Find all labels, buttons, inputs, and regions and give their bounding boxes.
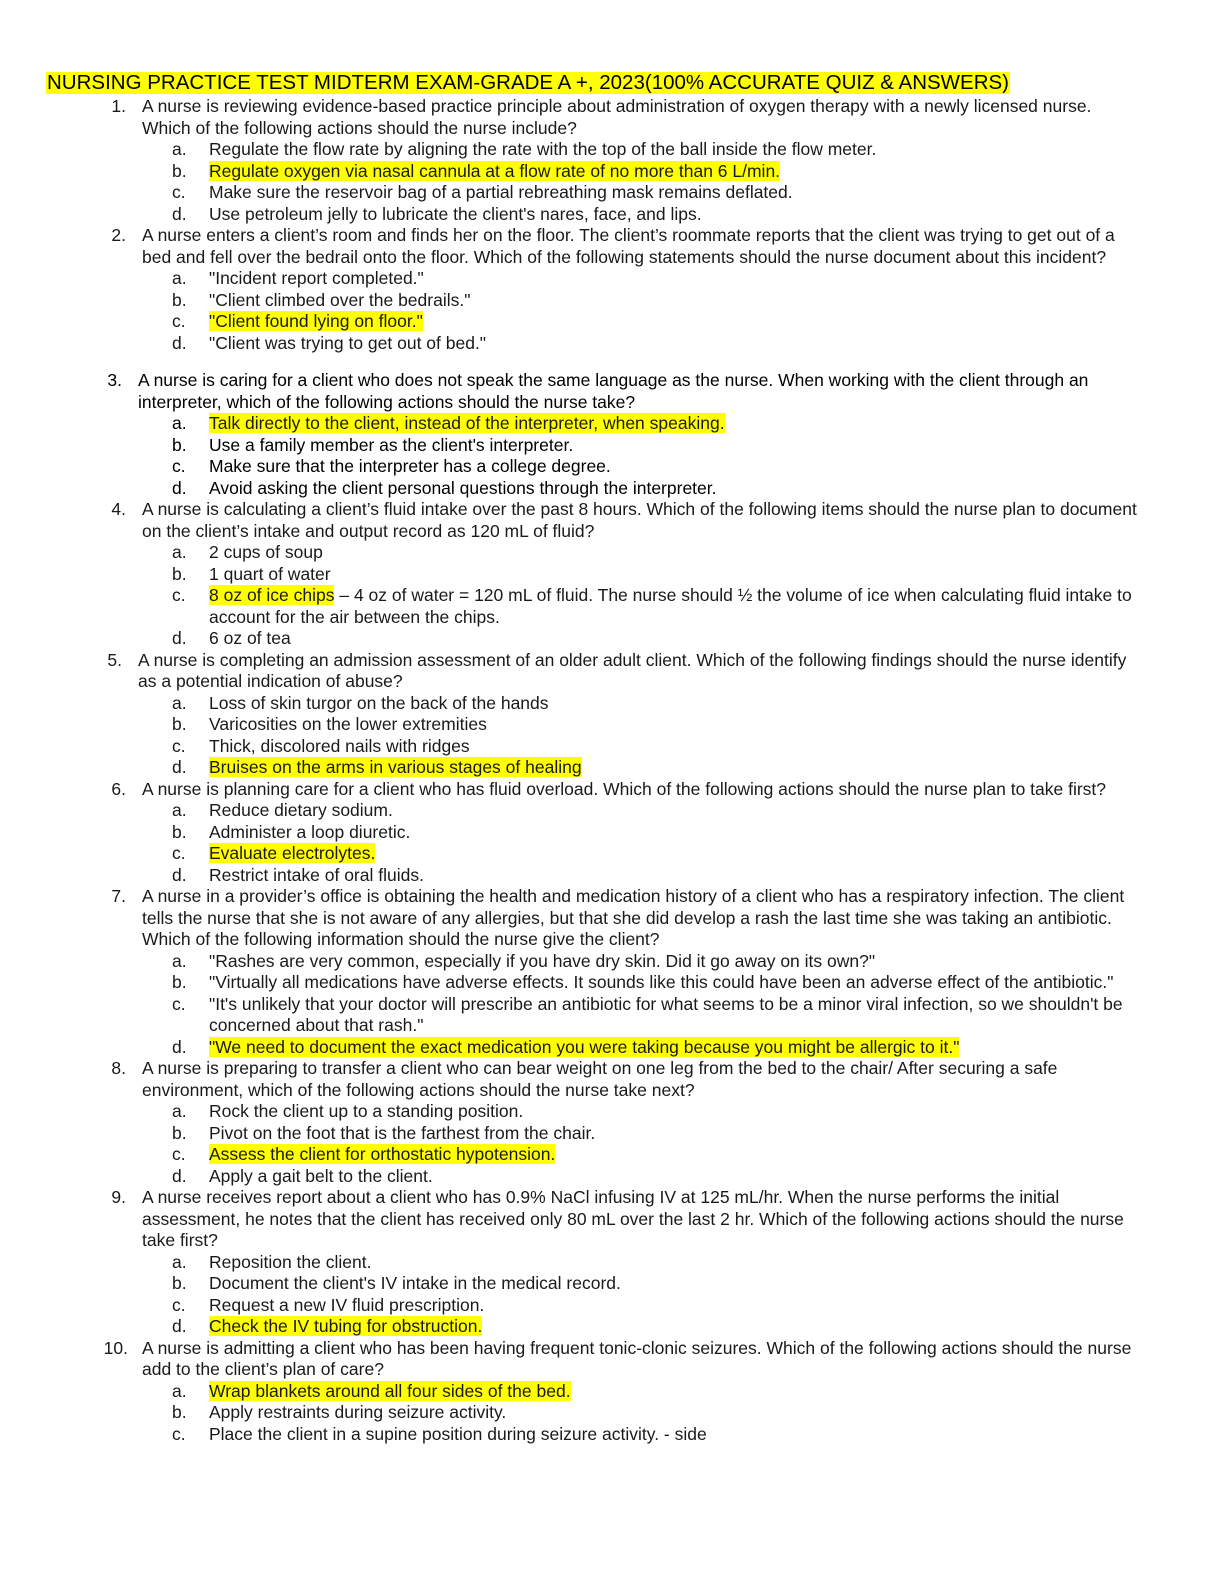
question-text: A nurse is calculating a client’s fluid intake over the past 8 hours. Which of the following items should the nurse plan to document on the client’s intake and output record as 120 mL of fluid? [142, 499, 1137, 541]
question-2 [0, 225, 1224, 354]
option-letter: d. [172, 1316, 187, 1336]
question-text: A nurse is preparing to transfer a client who can bear weight on one leg from the bed to the chair/ After securing a safe environment, which of the following actions should the nurse take next? [142, 1058, 1058, 1100]
answer-option [142, 951, 1140, 973]
answer-option [142, 564, 1140, 586]
answer-option [142, 1144, 1140, 1166]
answer-option [142, 757, 1140, 779]
answer-option [142, 456, 1140, 478]
answer-option [142, 161, 1140, 183]
question-text: A nurse is caring for a client who does not speak the same language as the nurse. When working with the client through an interpreter, which of the following actions should the nurse take? [138, 370, 1089, 412]
answer-option [142, 736, 1140, 758]
option-text: Rock the client up to a standing position. [209, 1101, 524, 1121]
highlighted-answer: Evaluate electrolytes. [209, 843, 376, 863]
answer-option [142, 994, 1140, 1037]
option-letter: b. [172, 563, 187, 584]
option-letter: c. [172, 1294, 186, 1315]
option-letter: d. [172, 1165, 187, 1186]
option-text: Apply restraints during seizure activity. [209, 1402, 507, 1422]
answer-option [142, 1037, 1140, 1059]
option-text: Varicosities on the lower extremities [209, 714, 487, 734]
option-text: Pivot on the foot that is the farthest from the chair. [209, 1122, 596, 1143]
option-text: "Client climbed over the bedrails." [209, 289, 471, 310]
option-letter: c. [172, 1144, 186, 1164]
option-text: Request a new IV fluid prescription. [209, 1294, 485, 1315]
answer-option [142, 1316, 1140, 1338]
option-text: Administer a loop diuretic. [209, 821, 411, 842]
answer-option [142, 413, 1140, 435]
highlighted-answer: 8 oz of ice chips [209, 585, 335, 605]
option-letter: b. [172, 434, 187, 455]
option-letter: b. [172, 160, 187, 181]
answer-option [142, 843, 1140, 865]
answer-option [142, 1252, 1140, 1274]
answer-options [142, 542, 1140, 650]
option-text: – 4 oz of water = 120 mL of fluid. The nurse should ½ the volume of ice when calculating fluid intake to account for the air between the chips. [209, 585, 1132, 627]
question-number: 6. [111, 778, 126, 799]
option-text: Document the client's IV intake in the medical record. [209, 1273, 621, 1293]
option-letter: a. [172, 268, 187, 288]
option-text: 1 quart of water [209, 563, 331, 584]
answer-option [142, 204, 1140, 226]
option-letter: c. [172, 182, 186, 202]
question-number: 7. [111, 886, 126, 906]
answer-options [142, 413, 1140, 499]
answer-option [142, 333, 1140, 355]
answer-options [142, 800, 1140, 886]
option-letter: c. [172, 311, 186, 331]
question-text: A nurse is completing an admission assessment of an older adult client. Which of the following findings should the nurse identify as a potential indication of abuse? [138, 649, 1127, 691]
answer-option [142, 628, 1140, 650]
option-letter: c. [172, 1423, 186, 1444]
option-letter: b. [172, 289, 187, 310]
answer-option [142, 822, 1140, 844]
answer-option [142, 1166, 1140, 1188]
question-number: 8. [111, 1058, 126, 1078]
question-number: 4. [111, 499, 126, 519]
answer-options [142, 1101, 1140, 1187]
document-title: NURSING PRACTICE TEST MIDTERM EXAM-GRADE A +, 2023(100% ACCURATE QUIZ & ANSWERS) [47, 71, 1009, 94]
option-letter: a. [172, 800, 187, 820]
answer-option [142, 1424, 1140, 1446]
answer-option [142, 865, 1140, 887]
answer-option [142, 290, 1140, 312]
option-letter: d. [172, 332, 187, 353]
question-10 [0, 1338, 1224, 1446]
option-letter: a. [172, 692, 187, 713]
option-letter: c. [172, 993, 186, 1014]
option-letter: b. [172, 1402, 187, 1422]
answer-option [142, 139, 1140, 161]
answer-option [142, 1273, 1140, 1295]
question-9 [0, 1187, 1224, 1338]
option-text: Make sure that the interpreter has a college degree. [209, 456, 611, 476]
answer-options [142, 268, 1140, 354]
question-number: 10. [103, 1337, 128, 1358]
option-letter: a. [172, 1101, 187, 1121]
option-letter: a. [172, 1380, 187, 1401]
option-letter: d. [172, 757, 187, 777]
option-text: Thick, discolored nails with ridges [209, 735, 470, 756]
option-letter: c. [172, 735, 186, 756]
option-letter: d. [172, 864, 187, 885]
option-letter: c. [172, 843, 186, 863]
answer-option [142, 435, 1140, 457]
answer-option [142, 1295, 1140, 1317]
answer-option [142, 800, 1140, 822]
option-letter: d. [172, 1036, 187, 1057]
option-text: Use a family member as the client's interpreter. [209, 434, 574, 455]
answer-option [142, 972, 1140, 994]
option-text: Avoid asking the client personal questions through the interpreter. [209, 477, 717, 498]
answer-option [142, 182, 1140, 204]
option-text: 2 cups of soup [209, 542, 323, 562]
question-text: A nurse is admitting a client who has been having frequent tonic-clonic seizures. Which of the following actions should the nurse add to the client’s plan of care? [142, 1337, 1132, 1379]
question-4 [0, 499, 1224, 650]
option-text: Loss of skin turgor on the back of the hands [209, 692, 549, 713]
question-number: 1. [111, 96, 126, 116]
option-text: Regulate the flow rate by aligning the rate with the top of the ball inside the flow meter. [209, 139, 877, 159]
option-letter: a. [172, 1251, 187, 1272]
highlighted-answer: Bruises on the arms in various stages of healing [209, 757, 582, 777]
option-letter: b. [172, 1122, 187, 1143]
answer-options [142, 951, 1140, 1059]
question-number: 2. [111, 225, 126, 245]
option-text: Restrict intake of oral fluids. [209, 864, 424, 885]
answer-options [142, 693, 1140, 779]
option-text: Use petroleum jelly to lubricate the client's nares, face, and lips. [209, 203, 702, 224]
option-letter: d. [172, 203, 187, 224]
answer-option [142, 714, 1140, 736]
highlighted-answer: Assess the client for orthostatic hypotension. [209, 1144, 556, 1164]
answer-option [142, 693, 1140, 715]
answer-options [142, 139, 1140, 225]
option-letter: c. [172, 456, 186, 476]
option-letter: d. [172, 477, 187, 498]
option-letter: b. [172, 972, 187, 992]
answer-options [142, 1381, 1140, 1446]
answer-option [142, 311, 1140, 333]
answer-option [142, 1402, 1140, 1424]
option-text: Place the client in a supine position during seizure activity. - side [209, 1423, 707, 1444]
option-text: "Incident report completed." [209, 268, 424, 288]
highlighted-answer: Check the IV tubing for obstruction. [209, 1316, 483, 1336]
answer-option [142, 585, 1140, 628]
option-letter: a. [172, 542, 187, 562]
option-letter: a. [172, 413, 187, 433]
answer-option [142, 542, 1140, 564]
option-letter: b. [172, 821, 187, 842]
highlighted-answer: "We need to document the exact medication you were taking because you might be allergic to it." [209, 1036, 960, 1057]
answer-option [142, 1123, 1140, 1145]
option-text: "Client was trying to get out of bed." [209, 332, 487, 353]
question-5 [0, 650, 1224, 779]
option-text: Make sure the reservoir bag of a partial rebreathing mask remains deflated. [209, 182, 793, 202]
option-text: Reposition the client. [209, 1251, 372, 1272]
question-number: 5. [107, 649, 122, 670]
question-number: 3. [107, 370, 122, 390]
option-letter: a. [172, 950, 187, 971]
option-letter: b. [172, 714, 187, 734]
answer-option [142, 1101, 1140, 1123]
highlighted-answer: Wrap blankets around all four sides of the bed. [209, 1380, 571, 1401]
option-text: "Rashes are very common, especially if you have dry skin. Did it go away on its own?" [209, 950, 876, 971]
answer-options [142, 1252, 1140, 1338]
option-letter: a. [172, 139, 187, 159]
question-number: 9. [111, 1187, 126, 1207]
question-3 [0, 370, 1224, 499]
question-text: A nurse is planning care for a client who has fluid overload. Which of the following actions should the nurse plan to take first? [142, 778, 1107, 799]
answer-option [142, 478, 1140, 500]
answer-option [142, 268, 1140, 290]
answer-option [142, 1381, 1140, 1403]
option-letter: c. [172, 585, 186, 605]
option-text: Apply a gait belt to the client. [209, 1165, 433, 1186]
option-text: "Virtually all medications have adverse effects. It sounds like this could have been an adverse effect of the antibiotic." [209, 972, 1114, 992]
question-8 [0, 1058, 1224, 1187]
option-letter: b. [172, 1273, 187, 1293]
question-text: A nurse enters a client’s room and finds her on the floor. The client’s roommate reports that the client was trying to get out of a bed and fell over the bedrail onto the floor. Which of the following statements should the nurse document about this incident? [142, 225, 1115, 267]
question-6 [0, 779, 1224, 887]
highlighted-answer: Talk directly to the client, instead of the interpreter, when speaking. [209, 413, 725, 433]
option-letter: d. [172, 628, 187, 648]
option-text: 6 oz of tea [209, 628, 291, 648]
highlighted-answer: Regulate oxygen via nasal cannula at a flow rate of no more than 6 L/min. [209, 160, 781, 181]
option-text: Reduce dietary sodium. [209, 800, 393, 820]
question-text: A nurse in a provider’s office is obtaining the health and medication history of a client who has a respiratory infection. The client tells the nurse that she is not aware of any allergies, but that she did develop a rash the last time she was taking an antibiotic. Which of the following information should the nurse give the client? [142, 886, 1125, 949]
option-text: "It's unlikely that your doctor will prescribe an antibiotic for what seems to be a minor viral infection, so we shouldn't be concerned about that rash." [209, 993, 1123, 1035]
highlighted-answer: "Client found lying on floor." [209, 311, 423, 331]
question-text: A nurse is reviewing evidence-based practice principle about administration of oxygen therapy with a newly licensed nurse. Which of the following actions should the nurse include? [142, 96, 1092, 138]
question-7 [0, 886, 1224, 1058]
question-1 [0, 96, 1224, 225]
question-list [0, 96, 1224, 1445]
question-text: A nurse receives report about a client who has 0.9% NaCl infusing IV at 125 mL/hr. When the nurse performs the initial assessment, he notes that the client has received only 80 mL over the last 2 hr. Which of the following actions should the nurse take first? [142, 1187, 1124, 1250]
